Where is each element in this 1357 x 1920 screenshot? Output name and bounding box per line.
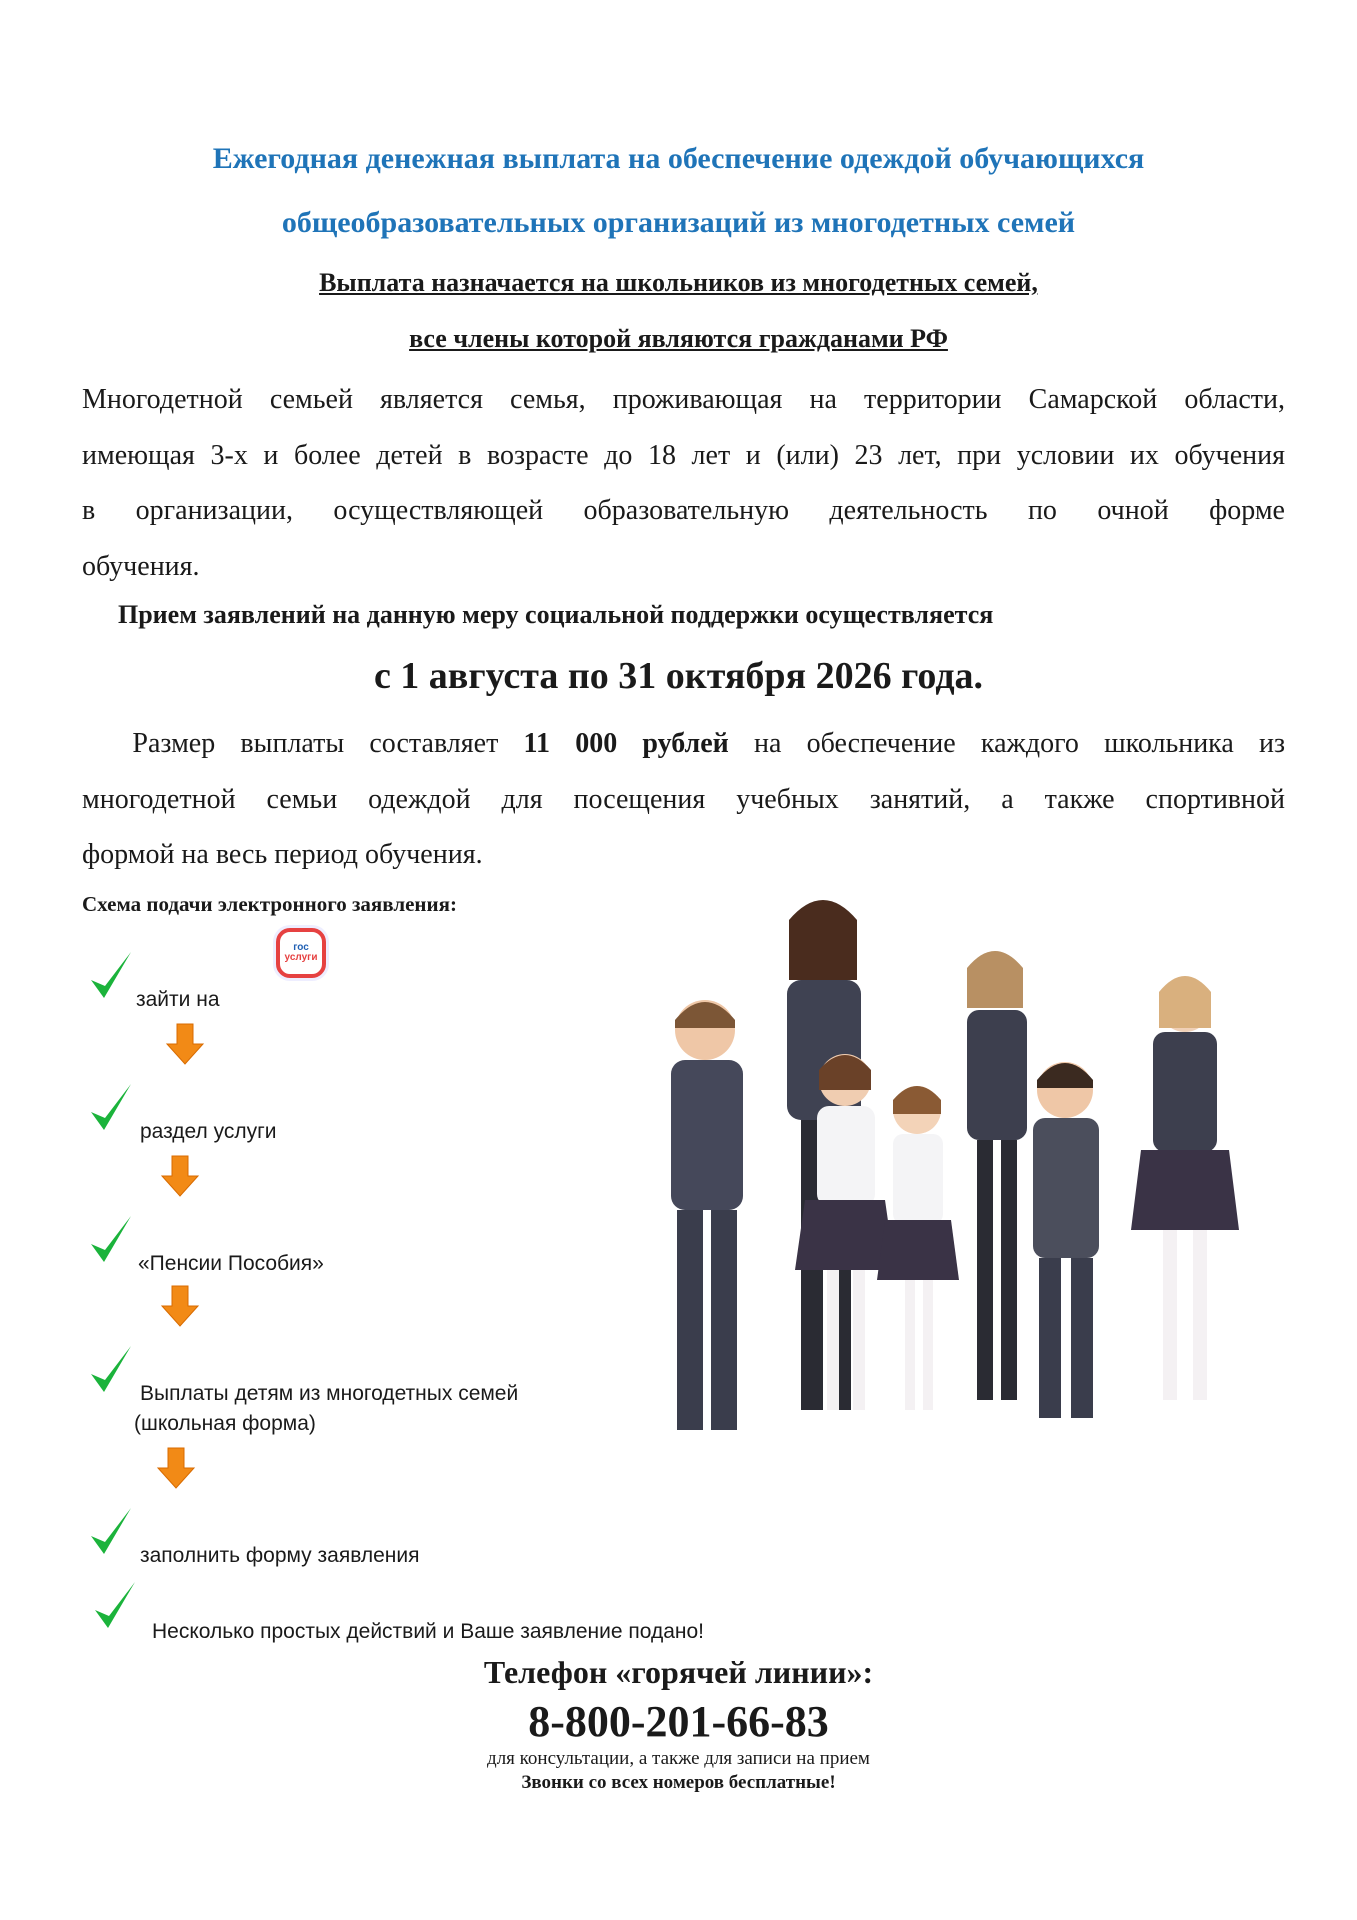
hotline-note: для консультации, а также для записи на прием xyxy=(487,1748,870,1769)
page-title-line-2: общеобразовательных организаций из многодетных семей xyxy=(281,206,1076,239)
gosuslugi-logo xyxy=(276,928,326,978)
acceptance-dates: с 1 августа по 31 октября 2026 года. xyxy=(373,655,984,697)
amount-line-3: формой на весь период обучения. xyxy=(82,839,483,870)
hotline-free-note: Звонки со всех номеров бесплатные! xyxy=(521,1772,836,1793)
checkmark-icon xyxy=(88,1342,134,1398)
step-1-text: зайти на xyxy=(136,988,220,1011)
definition-line-2: имеющая 3-х и более детей в возрасте до 18 лет и (или) 23 лет, при условии их обучения xyxy=(82,439,1285,471)
amount-line-1 xyxy=(82,716,1285,772)
step-4-text: Выплаты детям из многодетных семей xyxy=(140,1382,519,1405)
checkmark-icon xyxy=(88,948,134,1004)
acceptance-text: Прием заявлений на данную меру социальной поддержки осуществляется xyxy=(118,600,994,629)
subtitle-line-2: все члены которой являются гражданами РФ xyxy=(409,324,948,353)
definition-line-3: в организации, осуществляющей образовательную деятельность по очной форме xyxy=(82,495,1285,526)
amount-line-2: многодетной семьи одеждой для посещения учебных занятий, а также спортивной xyxy=(82,783,1285,815)
arrow-down-icon xyxy=(165,1022,205,1066)
step-6-text: Несколько простых действий и Ваше заявление подано! xyxy=(152,1620,704,1643)
step-5-text: заполнить форму заявления xyxy=(140,1544,420,1567)
steps-heading: Схема подачи электронного заявления: xyxy=(82,892,457,916)
child-figure xyxy=(671,900,1239,1430)
definition-line-1: Многодетной семьей является семья, проживающая на территории Самарской области, xyxy=(82,384,1285,415)
checkmark-icon xyxy=(88,1212,134,1268)
step-4-subtext: (школьная форма) xyxy=(134,1412,316,1435)
step-3-text: «Пенсии Пособия» xyxy=(138,1252,324,1275)
arrow-down-icon xyxy=(156,1446,196,1490)
arrow-down-icon xyxy=(160,1154,200,1198)
amount-paragraph xyxy=(82,716,1285,883)
step-2-text: раздел услуги xyxy=(140,1120,277,1143)
checkmark-icon xyxy=(88,1504,134,1560)
gosuslugi-logo-text: гос услуги xyxy=(284,942,318,963)
checkmark-icon xyxy=(92,1578,138,1634)
hotline-phone[interactable]: 8-800-201-66-83 xyxy=(528,1697,829,1746)
arrow-down-icon xyxy=(160,1284,200,1328)
definition-line-4: обучения. xyxy=(82,550,200,582)
page-title-line-1: Ежегодная денежная выплата на обеспечение одеждой обучающихся xyxy=(212,142,1145,175)
amount-prefix: Размер выплаты составляет xyxy=(132,728,499,759)
definition-paragraph xyxy=(82,372,1285,594)
amount-suffix: на обеспечение каждого школьника из xyxy=(754,728,1286,759)
amount-value: 11 000 рублей xyxy=(523,728,729,759)
subtitle-line-1: Выплата назначается на школьников из многодетных семей, xyxy=(319,268,1038,297)
hotline-label: Телефон «горячей линии»: xyxy=(483,1654,874,1690)
checkmark-icon xyxy=(88,1080,134,1136)
schoolchildren-photo xyxy=(605,880,1285,1460)
